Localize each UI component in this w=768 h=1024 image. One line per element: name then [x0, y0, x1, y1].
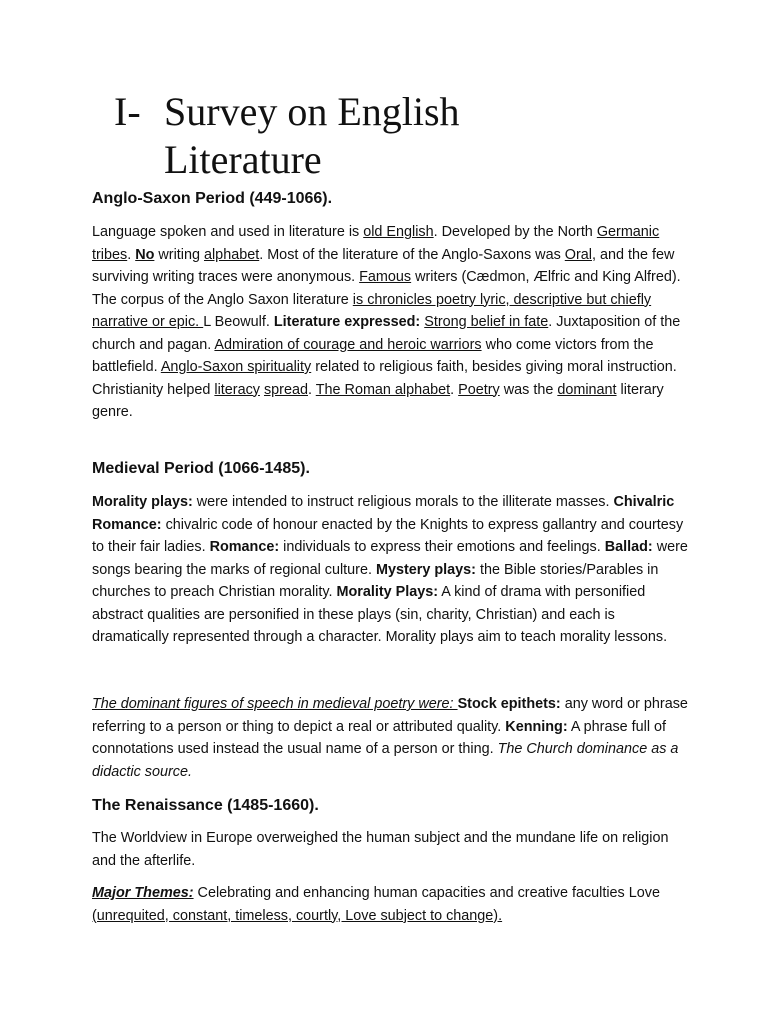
underlined-term: Poetry: [458, 381, 500, 398]
text-run: chivalric code of honour enacted by the Knights to express gallantry and courtesy to their fair ladies.: [92, 516, 684, 555]
underlined-italic-term: The dominant figures of speech in medieval poetry were:: [92, 696, 458, 712]
heading-medieval: Medieval Period (1066-1485).: [92, 460, 310, 477]
paragraph-renaissance-themes: [92, 882, 692, 927]
underlined-term: Famous: [359, 269, 412, 285]
bold-term: Morality plays:: [92, 494, 193, 510]
bold-term: Morality Plays:: [336, 584, 439, 600]
bold-term: Stock epithets:: [457, 696, 561, 712]
underlined-term: spread: [263, 381, 308, 398]
text-run: .: [127, 246, 136, 263]
text-run: . Most of the literature of the Anglo-Saxons was: [259, 246, 565, 263]
text-run: , and the few surviving writing traces were anonymous.: [92, 246, 675, 285]
underlined-term: literacy: [214, 381, 260, 398]
bold-term: Literature expressed:: [273, 314, 421, 330]
text-run: A phrase full of connotations used instead the usual name of a person or thing.: [92, 718, 667, 757]
underlined-term: alphabet: [203, 246, 260, 263]
heading-renaissance: The Renaissance (1485-1660).: [92, 797, 319, 814]
underlined-term: Strong belief in fate: [424, 314, 549, 330]
paragraph-renaissance-worldview: The Worldview in Europe overweighed the human subject and the mundane life on religion and the afterlife.: [92, 830, 669, 869]
italic-term: The Church dominance as a didactic source.: [92, 741, 679, 780]
title-line-2: Literature: [164, 137, 322, 182]
text-run: L Beowulf.: [203, 314, 274, 330]
text-run: who come victors from the battlefield.: [92, 336, 654, 375]
underlined-term: dominant: [557, 381, 617, 398]
text-run: were songs bearing the marks of regional culture.: [92, 539, 688, 578]
bold-term: Romance:: [209, 539, 280, 555]
heading-anglo-saxon: Anglo-Saxon Period (449-1066).: [92, 190, 333, 207]
underlined-term: (unrequited, constant, timeless, courtly, Love subject to change).: [92, 907, 503, 924]
underlined-term: Anglo-Saxon spirituality: [160, 359, 312, 375]
title-line-1: Survey on English: [164, 89, 460, 134]
underlined-term: Germanic tribes: [92, 224, 660, 263]
text-run: was the: [499, 381, 558, 398]
paragraph-medieval-figures: [92, 693, 692, 783]
text-run: .: [308, 381, 316, 398]
text-run: Celebrating and enhancing human capacities and creative faculties Love: [193, 885, 660, 901]
paragraph-anglo-saxon: [92, 221, 692, 424]
underlined-bold-italic-term: Major Themes:: [92, 885, 194, 901]
text-run: . Developed by the North: [433, 224, 597, 240]
bold-term: Chivalric Romance:: [92, 494, 675, 533]
text-run: A kind of drama with personified abstract qualities are personified in these plays (sin, charity, Christian) and each is dramatically represented through a character. Morality plays aim to teach morality lessons.: [92, 584, 668, 645]
text-run: .: [450, 381, 459, 398]
title-number: I-: [114, 89, 141, 134]
underlined-term: Oral: [564, 246, 592, 263]
underlined-term: Admiration of courage and heroic warriors: [214, 336, 482, 353]
bold-term: Mystery plays:: [375, 561, 476, 578]
text-run: the Bible stories/Parables in churches to preach Christian morality.: [92, 561, 659, 600]
text-run: writing: [154, 246, 204, 263]
text-run: . Juxtaposition of the church and pagan.: [92, 314, 681, 353]
page-title: [114, 88, 460, 184]
underlined-term: The Roman alphabet: [315, 381, 451, 398]
bold-term: Ballad:: [604, 539, 653, 555]
underlined-term: No: [135, 246, 155, 263]
underlined-term: old English: [363, 224, 434, 240]
text-run: individuals to express their emotions and feelings.: [279, 539, 605, 555]
text-run: related to religious faith, besides giving moral instruction. Christianity helped: [92, 359, 677, 398]
text-run: were intended to instruct religious morals to the illiterate masses.: [192, 494, 614, 510]
text-run: Language spoken and used in literature is: [92, 224, 364, 240]
text-run: literary genre.: [92, 381, 664, 420]
text-run: writers (Cædmon, Ælfric and King Alfred). The corpus of the Anglo Saxon literature: [92, 269, 681, 308]
underlined-term: is chronicles poetry lyric, descriptive but chiefly narrative or epic.: [92, 291, 652, 330]
text-run: any word or phrase referring to a person or thing to depict a real or attributed quality.: [92, 696, 688, 735]
bold-term: Kenning:: [505, 718, 568, 735]
paragraph-medieval-genres: [92, 491, 692, 649]
